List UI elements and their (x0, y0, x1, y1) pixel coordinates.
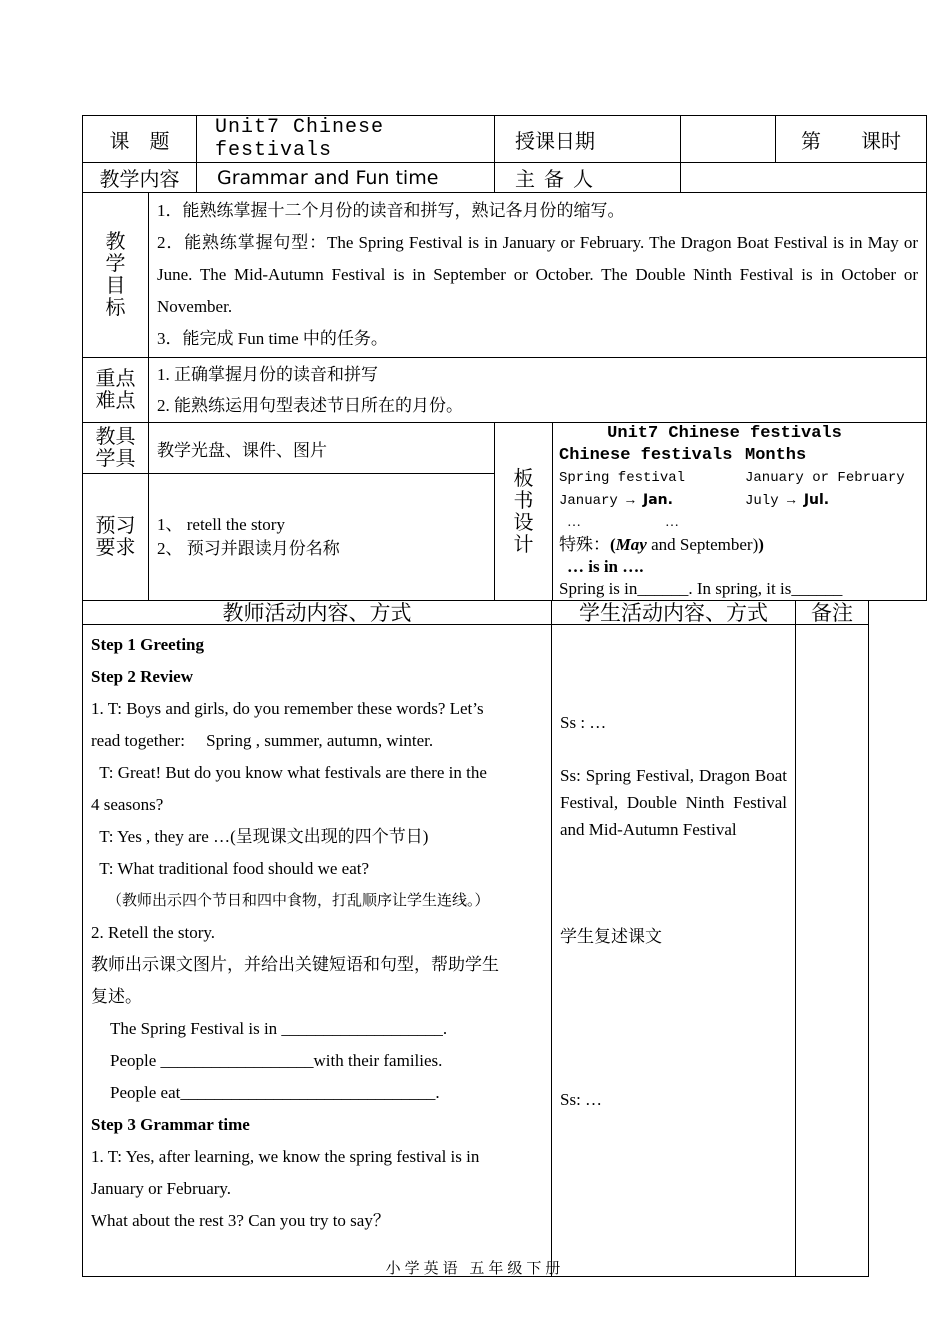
board-design: Unit7 Chinese festivals Chinese festivals Months Spring festival January or February January → Jan. July → Jul. … … 特殊：(May and September)) … is in …. Spring is in______. In spring, it is______ (553, 423, 927, 601)
lesson-line: 4 seasons? (91, 795, 164, 814)
lesson-line: People __________________with their families. (110, 1051, 443, 1070)
board-head-right: Months (745, 446, 807, 465)
student-column-header: 学生活动内容、方式 (552, 601, 796, 625)
board-special: ( (610, 535, 616, 554)
board-cell: Jul. (803, 492, 830, 508)
host-label: 主 备 人 (495, 163, 681, 193)
board-cell: Spring festival (559, 470, 686, 486)
step-heading: Step 3 Grammar time (91, 1115, 250, 1134)
board-head-left: Chinese festivals (559, 446, 733, 465)
notes-cell (796, 625, 869, 1277)
board-cell: January or February (745, 470, 905, 486)
key-point-item: 2. 能熟练运用句型表述节日所在的月份。 (157, 396, 463, 415)
board-label: 板书设计 (495, 423, 553, 601)
preview-item: 1、 retell the story (157, 515, 285, 534)
step-heading: Step 2 Review (91, 667, 193, 686)
content-label: 教学内容 (83, 163, 197, 193)
preview-item: 2、 预习并跟读月份名称 (157, 539, 340, 558)
goal-item: 1．能熟练掌握十二个月份的读音和拼写，熟记各月份的缩写。 (157, 201, 625, 220)
lesson-line: T: What traditional food should we eat? (91, 859, 370, 878)
step-heading: Step 1 Greeting (91, 635, 205, 654)
lesson-line: （教师出示四个节日和四中食物，打乱顺序让学生连线。） (107, 893, 490, 909)
board-pattern: … is in …. (567, 557, 644, 576)
board-cell: Jan. (643, 492, 673, 508)
page-footer: 小学英语 五年级下册 (385, 1261, 565, 1277)
student-response: Ss: … (560, 1090, 603, 1109)
lesson-line: read together: Spring , summer, autumn, winter. (91, 731, 434, 750)
lesson-line: The Spring Festival is in ___________________. (110, 1019, 448, 1038)
teacher-activities (83, 625, 552, 1277)
key-points-label: 重点难点 (83, 358, 149, 423)
board-special: May (615, 535, 647, 554)
lesson-line: T: Great! But do you know what festivals are there in the (91, 763, 487, 782)
lesson-line: 2. Retell the story. (91, 923, 216, 942)
lesson-line: 1. T: Boys and girls, do you remember these words? Let’s (91, 699, 484, 718)
lesson-line: 复述。 (91, 987, 142, 1006)
key-point-item: 1. 正确掌握月份的读音和拼写 (157, 365, 378, 384)
lesson-line: 1. T: Yes, after learning, we know the spring festival is in (91, 1147, 480, 1166)
student-activities (552, 625, 796, 1277)
goals-label: 教学目标 (83, 193, 149, 358)
board-cell: … (567, 515, 581, 530)
goal-item: 2．能熟练掌握句型：The Spring Festival is in January or February. The Dragon Boat Festival is in May or June. The Mid-Autumn Festival is in September or October. The Double Ninth Festival is in October or November. (157, 233, 918, 316)
tools-label: 教具学具 (83, 423, 149, 474)
key-points-list (149, 358, 927, 423)
board-cell: July → (745, 493, 804, 509)
host-value[interactable] (681, 163, 927, 193)
note-column-header: 备注 (796, 601, 869, 625)
student-response: 学生复述课文 (560, 927, 662, 946)
lesson-line: People eat______________________________. (110, 1083, 440, 1102)
lesson-line: T: Yes , they are …(呈现课文出现的四个节日) (91, 827, 429, 846)
tools-value: 教学光盘、课件、图片 (149, 423, 495, 474)
board-special-label: 特殊： (559, 535, 610, 554)
preview-list (149, 474, 495, 601)
content-value: Grammar and Fun time (197, 163, 495, 193)
lesson-plan-sheet (82, 115, 918, 1277)
board-cell: January → (559, 493, 644, 509)
lesson-line: What about the rest 3? Can you try to say？ (91, 1211, 390, 1230)
preview-label: 预习要求 (83, 474, 149, 601)
student-response: Ss : … (560, 713, 607, 732)
header-table (82, 115, 927, 601)
topic-label: 课 题 (83, 116, 197, 163)
board-title: Unit7 Chinese festivals (607, 424, 842, 443)
lesson-line: January or February. (91, 1179, 232, 1198)
activities-table (82, 600, 869, 1277)
date-label: 授课日期 (495, 116, 681, 163)
board-cell: … (665, 515, 679, 530)
period-label: 第 课时 (776, 116, 927, 163)
board-spring: Spring is in______. In spring, it is______ (559, 579, 843, 598)
goals-list (149, 193, 927, 358)
student-response: Ss: Spring Festival, Dragon Boat Festival, Double Ninth Festival and Mid-Autumn Festival (560, 766, 787, 839)
date-value[interactable] (681, 116, 776, 163)
lesson-line: 教师出示课文图片，并给出关键短语和句型，帮助学生 (91, 955, 499, 974)
board-special: and September) (646, 535, 759, 554)
topic-value: Unit7 Chinese festivals (197, 116, 495, 163)
goal-item: 3．能完成 Fun time 中的任务。 (157, 329, 388, 348)
teacher-column-header: 教师活动内容、方式 (83, 601, 552, 625)
